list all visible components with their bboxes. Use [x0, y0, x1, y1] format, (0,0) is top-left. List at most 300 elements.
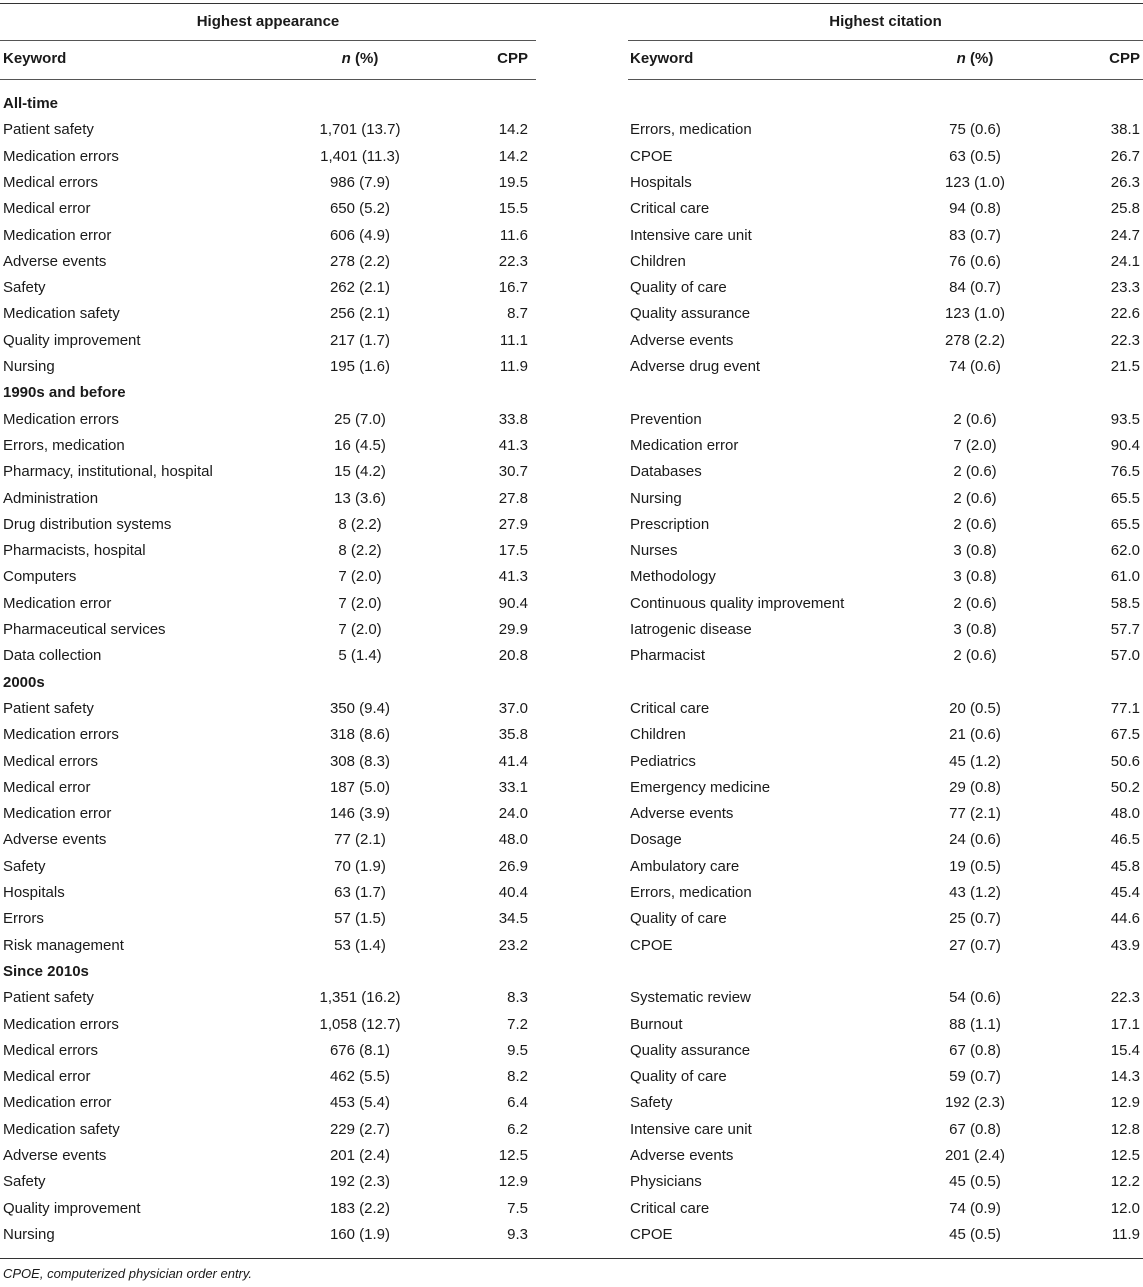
n-percent-right-cell: 201 (2.4) — [944, 1147, 1006, 1164]
n-percent-left-cell: 7 (2.0) — [338, 594, 382, 612]
keyword-left-cell: Safety — [3, 1173, 46, 1191]
keyword-left-cell: Medical errors — [3, 173, 99, 191]
n-percent-right-cell: 2 (0.6) — [953, 463, 997, 481]
cpp-left-cell: 9.5 — [507, 1041, 528, 1059]
cpp-right-cell: 26.7 — [1110, 147, 1140, 165]
n-percent-right-cell: 45 (0.5) — [949, 1225, 1001, 1243]
cpp-right-cell: 11.9 — [1111, 1225, 1140, 1243]
keyword-left-cell: Data collection — [3, 647, 102, 665]
n-percent-left-cell: 986 (7.9) — [329, 173, 391, 191]
cpp-left-cell: 48.0 — [498, 831, 528, 849]
keyword-right-cell: Children — [630, 252, 686, 270]
table-row — [0, 512, 1143, 538]
n-percent-right-cell: 3 (0.8) — [953, 621, 997, 638]
n-percent-left-cell: 201 (2.4) — [329, 1147, 391, 1164]
n-percent-left-cell: 57 (1.5) — [334, 910, 386, 928]
n-percent-left-cell: 1,058 (12.7) — [319, 1015, 401, 1033]
n-percent-right-cell: 94 (0.8) — [949, 200, 1001, 218]
cpp-left-cell: 14.2 — [498, 147, 528, 165]
keyword-right-cell: Critical care — [630, 1199, 710, 1217]
n-percent-right-cell: 88 (1.1) — [949, 1015, 1001, 1033]
keyword-left-cell: Medical errors — [3, 1041, 99, 1059]
keyword-right-cell: Errors, medication — [630, 884, 752, 901]
table-row — [0, 459, 1143, 485]
keyword-right-cell: Databases — [630, 463, 702, 481]
cpp-right-cell: 12.0 — [1110, 1199, 1140, 1217]
cpp-left-cell: 41.4 — [498, 752, 528, 770]
table-row — [0, 223, 1143, 249]
section-label: All-time — [3, 95, 59, 112]
n-percent-right-cell: 7 (2.0) — [953, 436, 997, 454]
keyword-right-cell: Emergency medicine — [630, 778, 771, 796]
cpp-left-cell: 41.3 — [498, 436, 528, 454]
section-row — [0, 91, 1143, 117]
cpp-left-cell: 29.9 — [498, 621, 528, 638]
keyword-right-cell: Quality assurance — [630, 1041, 751, 1059]
keyword-right-cell: Continuous quality improvement — [630, 594, 845, 612]
table-row — [0, 985, 1143, 1011]
n-percent-right-cell: 27 (0.7) — [949, 936, 1001, 954]
keyword-right-cell: Quality assurance — [630, 305, 751, 323]
table-footnote: CPOE, computerized physician order entry. — [3, 1266, 253, 1281]
n-percent-left-cell: 318 (8.6) — [329, 726, 391, 744]
table-row — [0, 275, 1143, 301]
cpp-left-cell: 11.1 — [499, 331, 528, 349]
n-percent-left-cell: 606 (4.9) — [329, 226, 391, 244]
cpp-right-cell: 77.1 — [1110, 699, 1140, 717]
cpp-left-cell: 17.5 — [498, 542, 528, 560]
header-n-italic: n — [956, 50, 966, 67]
header-n-suffix: (%) — [350, 50, 379, 67]
keyword-left-cell: Errors — [3, 910, 44, 928]
keyword-left-cell: Computers — [3, 568, 77, 586]
cpp-left-cell: 6.4 — [507, 1094, 528, 1112]
cpp-right-cell: 22.6 — [1110, 305, 1140, 323]
cpp-right-cell: 65.5 — [1110, 489, 1140, 507]
table-row — [0, 1038, 1143, 1064]
n-percent-left-cell: 256 (2.1) — [329, 305, 391, 323]
cpp-right-cell: 50.6 — [1110, 752, 1140, 770]
table-row — [0, 854, 1143, 880]
keyword-right-cell: Nurses — [630, 542, 678, 560]
keyword-right-cell: Medication error — [630, 436, 739, 454]
table-row — [0, 328, 1143, 354]
n-percent-left-cell: 16 (4.5) — [334, 436, 386, 454]
cpp-left-cell: 6.2 — [507, 1120, 528, 1138]
cpp-right-cell: 45.4 — [1110, 884, 1140, 901]
table-row — [0, 1117, 1143, 1143]
cpp-right-cell: 45.8 — [1110, 857, 1140, 875]
cpp-right-cell: 12.8 — [1110, 1120, 1140, 1138]
n-percent-right-cell: 192 (2.3) — [944, 1094, 1006, 1112]
n-percent-left-cell: 262 (2.1) — [329, 279, 391, 297]
n-percent-left-cell: 1,401 (11.3) — [320, 147, 400, 165]
n-percent-right-cell: 2 (0.6) — [953, 410, 997, 428]
keyword-left-cell: Nursing — [3, 358, 55, 375]
n-percent-right-cell: 45 (1.2) — [949, 752, 1001, 770]
keyword-left-cell: Medication error — [3, 1094, 112, 1112]
cpp-left-cell: 35.8 — [498, 726, 528, 744]
table-row — [0, 880, 1143, 906]
keyword-right-cell: Quality of care — [630, 279, 727, 297]
n-percent-left-cell: 63 (1.7) — [334, 884, 386, 901]
cpp-left-cell: 8.2 — [507, 1068, 528, 1086]
n-percent-left-cell: 217 (1.7) — [329, 331, 391, 349]
cpp-left-cell: 20.8 — [498, 647, 528, 665]
section-row — [0, 380, 1143, 406]
cpp-left-cell: 27.9 — [498, 515, 528, 533]
keyword-right-cell: Critical care — [630, 699, 710, 717]
keyword-right-cell: Errors, medication — [630, 121, 752, 139]
cpp-right-cell: 65.5 — [1110, 515, 1140, 533]
table-row — [0, 354, 1143, 380]
table-row — [0, 117, 1143, 143]
keyword-right-cell: Ambulatory care — [630, 857, 740, 875]
cpp-left-cell: 33.1 — [498, 778, 528, 796]
keyword-left-cell: Quality improvement — [3, 331, 141, 349]
cpp-left-cell: 8.7 — [507, 305, 528, 323]
table-row — [0, 801, 1143, 827]
keyword-right-cell: Dosage — [630, 831, 682, 849]
cpp-left-cell: 9.3 — [507, 1225, 528, 1243]
keyword-left-cell: Drug distribution systems — [3, 515, 172, 533]
section-label: 1990s and before — [3, 384, 126, 402]
cpp-left-cell: 40.4 — [498, 884, 528, 901]
table-row — [0, 827, 1143, 853]
cpp-right-cell: 61.0 — [1110, 568, 1140, 586]
n-percent-left-cell: 25 (7.0) — [334, 410, 386, 428]
section-label: 2000s — [3, 673, 45, 691]
group-rule-left — [0, 40, 536, 41]
table-row — [0, 564, 1143, 590]
cpp-right-cell: 15.4 — [1110, 1041, 1140, 1059]
cpp-right-cell: 93.5 — [1110, 410, 1140, 428]
n-percent-right-cell: 2 (0.6) — [953, 594, 997, 612]
keyword-left-cell: Safety — [3, 857, 46, 875]
header-keyword-left: Keyword — [3, 50, 67, 67]
keyword-left-cell: Adverse events — [3, 252, 107, 270]
keyword-right-cell: Prescription — [630, 515, 710, 533]
cpp-left-cell: 22.3 — [498, 252, 528, 270]
keyword-left-cell: Patient safety — [3, 699, 94, 717]
cpp-left-cell: 37.0 — [498, 699, 528, 717]
cpp-right-cell: 17.1 — [1110, 1015, 1140, 1033]
keyword-left-cell: Medication error — [3, 594, 112, 612]
header-cpp-right: CPP — [1109, 50, 1140, 67]
table-row — [0, 591, 1143, 617]
cpp-left-cell: 30.7 — [498, 463, 528, 481]
table-row — [0, 722, 1143, 748]
keyword-right-cell: Adverse drug event — [630, 358, 761, 375]
keyword-left-cell: Pharmaceutical services — [3, 621, 166, 638]
header-n-right — [875, 49, 1075, 69]
n-percent-left-cell: 1,351 (16.2) — [319, 989, 401, 1007]
cpp-right-cell: 57.0 — [1110, 647, 1140, 665]
table-row — [0, 933, 1143, 959]
n-percent-right-cell: 83 (0.7) — [949, 226, 1001, 244]
table-row — [0, 538, 1143, 564]
n-percent-left-cell: 15 (4.2) — [334, 463, 386, 481]
n-percent-right-cell: 67 (0.8) — [949, 1041, 1001, 1059]
table-row — [0, 170, 1143, 196]
cpp-right-cell: 23.3 — [1110, 279, 1140, 297]
keyword-left-cell: Patient safety — [3, 989, 94, 1007]
table-row — [0, 301, 1143, 327]
keyword-right-cell: CPOE — [630, 1225, 673, 1243]
keyword-left-cell: Safety — [3, 279, 46, 297]
keyword-right-cell: Adverse events — [630, 805, 734, 823]
n-percent-left-cell: 462 (5.5) — [329, 1068, 391, 1086]
keyword-right-cell: Burnout — [630, 1015, 683, 1033]
keyword-right-cell: Quality of care — [630, 1068, 727, 1086]
cpp-left-cell: 26.9 — [498, 857, 528, 875]
cpp-left-cell: 12.9 — [498, 1173, 528, 1191]
group-rule-right — [628, 40, 1143, 41]
keyword-right-cell: Hospitals — [630, 173, 692, 191]
cpp-right-cell: 38.1 — [1110, 121, 1140, 139]
n-percent-left-cell: 676 (8.1) — [329, 1041, 391, 1059]
keyword-left-cell: Pharmacists, hospital — [3, 542, 146, 560]
cpp-left-cell: 34.5 — [498, 910, 528, 928]
cpp-right-cell: 12.9 — [1110, 1094, 1140, 1112]
cpp-right-cell: 22.3 — [1110, 331, 1140, 349]
cpp-left-cell: 27.8 — [498, 489, 528, 507]
n-percent-right-cell: 25 (0.7) — [949, 910, 1001, 928]
header-n-italic: n — [341, 50, 351, 67]
keyword-left-cell: Medication errors — [3, 410, 119, 428]
header-n-left — [260, 49, 460, 69]
keyword-left-cell: Medical error — [3, 778, 91, 796]
section-row — [0, 959, 1143, 985]
header-keyword-right: Keyword — [630, 50, 694, 67]
n-percent-right-cell: 24 (0.6) — [949, 831, 1001, 849]
n-percent-right-cell: 2 (0.6) — [953, 489, 997, 507]
cpp-right-cell: 12.5 — [1110, 1147, 1140, 1164]
n-percent-right-cell: 63 (0.5) — [949, 147, 1001, 165]
n-percent-left-cell: 13 (3.6) — [334, 489, 386, 507]
cpp-left-cell: 19.5 — [498, 173, 528, 191]
n-percent-right-cell: 29 (0.8) — [949, 778, 1001, 796]
n-percent-left-cell: 5 (1.4) — [338, 647, 382, 665]
cpp-left-cell: 15.5 — [498, 200, 528, 218]
cpp-left-cell: 12.5 — [498, 1147, 528, 1164]
header-n-suffix: (%) — [965, 50, 994, 67]
cpp-left-cell: 11.9 — [499, 358, 528, 375]
keyword-left-cell: Risk management — [3, 936, 124, 954]
keyword-left-cell: Patient safety — [3, 121, 94, 139]
n-percent-left-cell: 453 (5.4) — [329, 1094, 391, 1112]
n-percent-right-cell: 75 (0.6) — [949, 121, 1001, 139]
cpp-left-cell: 23.2 — [498, 936, 528, 954]
table-row — [0, 775, 1143, 801]
n-percent-left-cell: 1,701 (13.7) — [319, 121, 401, 139]
cpp-right-cell: 24.1 — [1110, 252, 1140, 270]
n-percent-right-cell: 3 (0.8) — [953, 568, 997, 586]
keyword-left-cell: Medication error — [3, 805, 112, 823]
table-row — [0, 249, 1143, 275]
cpp-right-cell: 44.6 — [1110, 910, 1140, 928]
keyword-right-cell: Methodology — [630, 568, 716, 586]
table-row — [0, 433, 1143, 459]
table-row — [0, 144, 1143, 170]
n-percent-right-cell: 123 (1.0) — [944, 305, 1006, 323]
keyword-right-cell: Systematic review — [630, 989, 751, 1007]
table-row — [0, 1169, 1143, 1195]
n-percent-left-cell: 146 (3.9) — [329, 805, 391, 823]
cpp-left-cell: 24.0 — [498, 805, 528, 823]
n-percent-right-cell: 21 (0.6) — [949, 726, 1001, 744]
cpp-right-cell: 76.5 — [1110, 463, 1140, 481]
keyword-left-cell: Adverse events — [3, 831, 107, 849]
keyword-right-cell: Prevention — [630, 410, 702, 428]
table-row — [0, 486, 1143, 512]
n-percent-right-cell: 2 (0.6) — [953, 515, 997, 533]
n-percent-left-cell: 192 (2.3) — [329, 1173, 391, 1191]
keyword-left-cell: Medical error — [3, 1068, 91, 1086]
n-percent-right-cell: 123 (1.0) — [944, 173, 1006, 191]
n-percent-left-cell: 77 (2.1) — [334, 831, 386, 849]
cpp-right-cell: 46.5 — [1110, 831, 1140, 849]
n-percent-right-cell: 54 (0.6) — [949, 989, 1001, 1007]
table-row — [0, 696, 1143, 722]
table-row — [0, 1012, 1143, 1038]
keyword-right-cell: Children — [630, 726, 686, 744]
keyword-left-cell: Pharmacy, institutional, hospital — [3, 463, 213, 481]
n-percent-left-cell: 160 (1.9) — [329, 1225, 391, 1243]
keyword-right-cell: Intensive care unit — [630, 1120, 752, 1138]
cpp-left-cell: 7.5 — [507, 1199, 528, 1217]
n-percent-right-cell: 20 (0.5) — [949, 699, 1001, 717]
keyword-left-cell: Medical errors — [3, 752, 99, 770]
cpp-right-cell: 67.5 — [1110, 726, 1140, 744]
keyword-right-cell: Nursing — [630, 489, 682, 507]
cpp-left-cell: 33.8 — [498, 410, 528, 428]
keyword-right-cell: Quality of care — [630, 910, 727, 928]
keyword-right-cell: Adverse events — [630, 1147, 734, 1164]
n-percent-right-cell: 45 (0.5) — [949, 1173, 1001, 1191]
cpp-right-cell: 12.2 — [1110, 1173, 1140, 1191]
table-row — [0, 1196, 1143, 1222]
cpp-left-cell: 16.7 — [498, 279, 528, 297]
n-percent-right-cell: 76 (0.6) — [949, 252, 1001, 270]
keyword-left-cell: Medication safety — [3, 305, 120, 323]
keyword-right-cell: Physicians — [630, 1173, 702, 1191]
cpp-left-cell: 14.2 — [498, 121, 528, 139]
cpp-right-cell: 24.7 — [1110, 226, 1140, 244]
table-row — [0, 1090, 1143, 1116]
table-row — [0, 407, 1143, 433]
n-percent-left-cell: 7 (2.0) — [338, 621, 382, 638]
table-row — [0, 1143, 1143, 1169]
cpp-right-cell: 43.9 — [1110, 936, 1140, 954]
n-percent-left-cell: 70 (1.9) — [334, 857, 386, 875]
n-percent-left-cell: 53 (1.4) — [334, 936, 386, 954]
table-row — [0, 1222, 1143, 1248]
keyword-left-cell: Hospitals — [3, 884, 65, 901]
cpp-right-cell: 14.3 — [1110, 1068, 1140, 1086]
cpp-right-cell: 90.4 — [1110, 436, 1140, 454]
cpp-left-cell: 11.6 — [499, 226, 528, 244]
table-row — [0, 1064, 1143, 1090]
cpp-right-cell: 50.2 — [1110, 778, 1140, 796]
n-percent-left-cell: 650 (5.2) — [329, 200, 391, 218]
header-rule-left — [0, 79, 536, 80]
keyword-left-cell: Medical error — [3, 200, 91, 218]
n-percent-right-cell: 2 (0.6) — [953, 647, 997, 665]
cpp-right-cell: 62.0 — [1110, 542, 1140, 560]
top-rule — [0, 3, 1143, 4]
table-row — [0, 617, 1143, 643]
keyword-left-cell: Nursing — [3, 1225, 55, 1243]
table-row — [0, 906, 1143, 932]
header-rule-right — [628, 79, 1143, 80]
n-percent-right-cell: 67 (0.8) — [949, 1120, 1001, 1138]
n-percent-left-cell: 229 (2.7) — [329, 1120, 391, 1138]
keyword-left-cell: Errors, medication — [3, 436, 125, 454]
cpp-right-cell: 48.0 — [1110, 805, 1140, 823]
table-row — [0, 196, 1143, 222]
n-percent-left-cell: 7 (2.0) — [338, 568, 382, 586]
group-title-highest-appearance: Highest appearance — [196, 13, 340, 30]
cpp-right-cell: 22.3 — [1110, 989, 1140, 1007]
table-row — [0, 643, 1143, 669]
n-percent-left-cell: 308 (8.3) — [329, 752, 391, 770]
keyword-left-cell: Adverse events — [3, 1147, 107, 1164]
section-label: Since 2010s — [3, 962, 89, 980]
cpp-right-cell: 58.5 — [1110, 594, 1140, 612]
n-percent-right-cell: 3 (0.8) — [953, 542, 997, 560]
n-percent-left-cell: 187 (5.0) — [329, 778, 391, 796]
section-row — [0, 670, 1143, 696]
cpp-left-cell: 41.3 — [498, 568, 528, 586]
keyword-right-cell: Pharmacist — [630, 647, 706, 665]
n-percent-right-cell: 84 (0.7) — [949, 279, 1001, 297]
keyword-left-cell: Medication errors — [3, 726, 119, 744]
n-percent-left-cell: 350 (9.4) — [329, 699, 391, 717]
cpp-left-cell: 90.4 — [498, 594, 528, 612]
header-cpp-left: CPP — [497, 50, 528, 67]
n-percent-left-cell: 183 (2.2) — [329, 1199, 391, 1217]
n-percent-right-cell: 74 (0.9) — [949, 1199, 1001, 1217]
keyword-left-cell: Administration — [3, 489, 99, 507]
n-percent-right-cell: 278 (2.2) — [944, 331, 1006, 349]
cpp-left-cell: 7.2 — [507, 1015, 528, 1033]
n-percent-right-cell: 59 (0.7) — [949, 1068, 1001, 1086]
keyword-right-cell: CPOE — [630, 936, 673, 954]
n-percent-left-cell: 8 (2.2) — [338, 515, 382, 533]
keyword-right-cell: Intensive care unit — [630, 226, 752, 244]
cpp-right-cell: 21.5 — [1110, 358, 1140, 375]
cpp-right-cell: 25.8 — [1110, 200, 1140, 218]
table-row — [0, 749, 1143, 775]
keyword-right-cell: Iatrogenic disease — [630, 621, 752, 638]
n-percent-right-cell: 19 (0.5) — [949, 857, 1001, 875]
n-percent-right-cell: 74 (0.6) — [949, 358, 1001, 375]
keyword-left-cell: Medication errors — [3, 147, 119, 165]
n-percent-right-cell: 77 (2.1) — [949, 805, 1001, 823]
bottom-rule — [0, 1258, 1143, 1259]
keyword-left-cell: Quality improvement — [3, 1199, 141, 1217]
keyword-right-cell: Adverse events — [630, 331, 734, 349]
group-title-highest-citation: Highest citation — [829, 13, 942, 30]
n-percent-left-cell: 8 (2.2) — [338, 542, 382, 560]
n-percent-left-cell: 195 (1.6) — [329, 358, 391, 375]
cpp-right-cell: 26.3 — [1110, 173, 1140, 191]
keyword-left-cell: Medication error — [3, 226, 112, 244]
keyword-right-cell: Critical care — [630, 200, 710, 218]
n-percent-left-cell: 278 (2.2) — [329, 252, 391, 270]
cpp-right-cell: 57.7 — [1110, 621, 1140, 638]
